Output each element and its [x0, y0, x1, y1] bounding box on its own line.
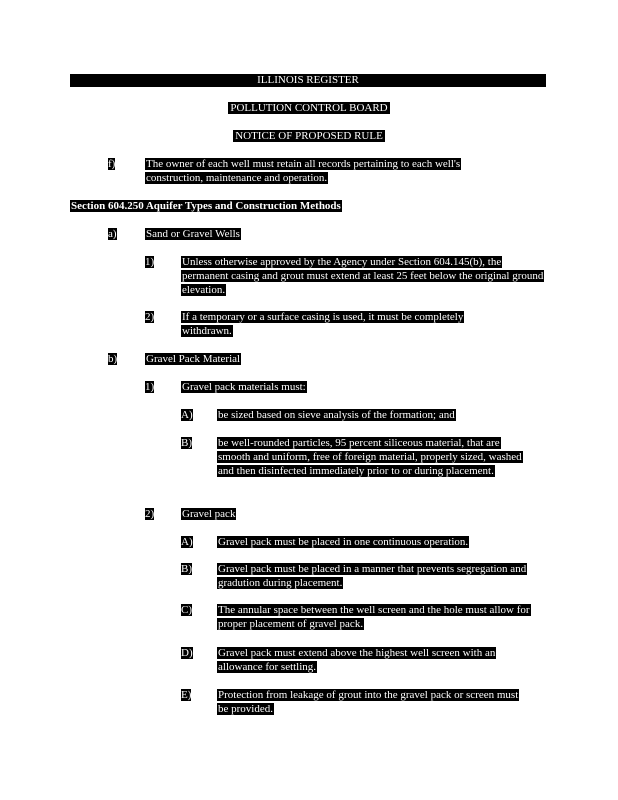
item-b2c-text: The annular space between the well screen and the hole must allow for proper placement of gravel pack.	[218, 604, 530, 630]
item-b2c-label: C)	[181, 604, 192, 616]
item-b1-text: Gravel pack materials must:	[182, 381, 306, 393]
section-heading: Section 604.250 Aquifer Types and Construction Methods	[71, 200, 341, 212]
item-b2e-label: E)	[181, 689, 192, 701]
item-f-text: The owner of each well must retain all records pertaining to each well's construction, maintenance and operation.	[146, 158, 461, 184]
board-title: POLLUTION CONTROL BOARD	[230, 102, 388, 114]
item-f-label: f)	[108, 158, 116, 170]
notice-title: NOTICE OF PROPOSED RULE	[235, 130, 383, 142]
item-b1a-label: A)	[181, 409, 193, 421]
item-b2d-text: Gravel pack must extend above the highest well screen with an allowance for settling.	[218, 647, 496, 673]
item-b1-label: 1)	[145, 381, 155, 393]
item-b-title: Gravel Pack Material	[146, 353, 241, 365]
item-b1b-text: be well-rounded particles, 95 percent siliceous material, that are smooth and uniform, free of foreign material, properly sized, washed and then disinfected immediately prior to or during placement.	[218, 437, 522, 477]
item-a2-text: If a temporary or a surface casing is used, it must be completely withdrawn.	[182, 311, 464, 337]
item-a2-label: 2)	[145, 311, 155, 323]
item-a1-text: Unless otherwise approved by the Agency under Section 604.145(b), the permanent casing and grout must extend at least 25 feet below the original ground elevation.	[182, 256, 544, 296]
item-b2-label: 2)	[145, 508, 155, 520]
item-b2e-text: Protection from leakage of grout into the gravel pack or screen must be provided.	[218, 689, 519, 715]
item-b2a-text: Gravel pack must be placed in one continuous operation.	[218, 536, 469, 548]
item-b1b-label: B)	[181, 437, 192, 449]
item-a-title: Sand or Gravel Wells	[146, 228, 240, 240]
item-b2b-label: B)	[181, 563, 192, 575]
item-b2a-label: A)	[181, 536, 193, 548]
register-title: ILLINOIS REGISTER	[257, 74, 359, 86]
item-b2-text: Gravel pack	[182, 508, 236, 520]
item-b1a-text: be sized based on sieve analysis of the formation; and	[218, 409, 455, 421]
item-b-label: b)	[108, 353, 118, 365]
item-b2b-text: Gravel pack must be placed in a manner that prevents segregation and gradution during placement.	[218, 563, 527, 589]
item-a1-label: 1)	[145, 256, 155, 268]
item-a-label: a)	[108, 228, 117, 240]
item-b2d-label: D)	[181, 647, 193, 659]
